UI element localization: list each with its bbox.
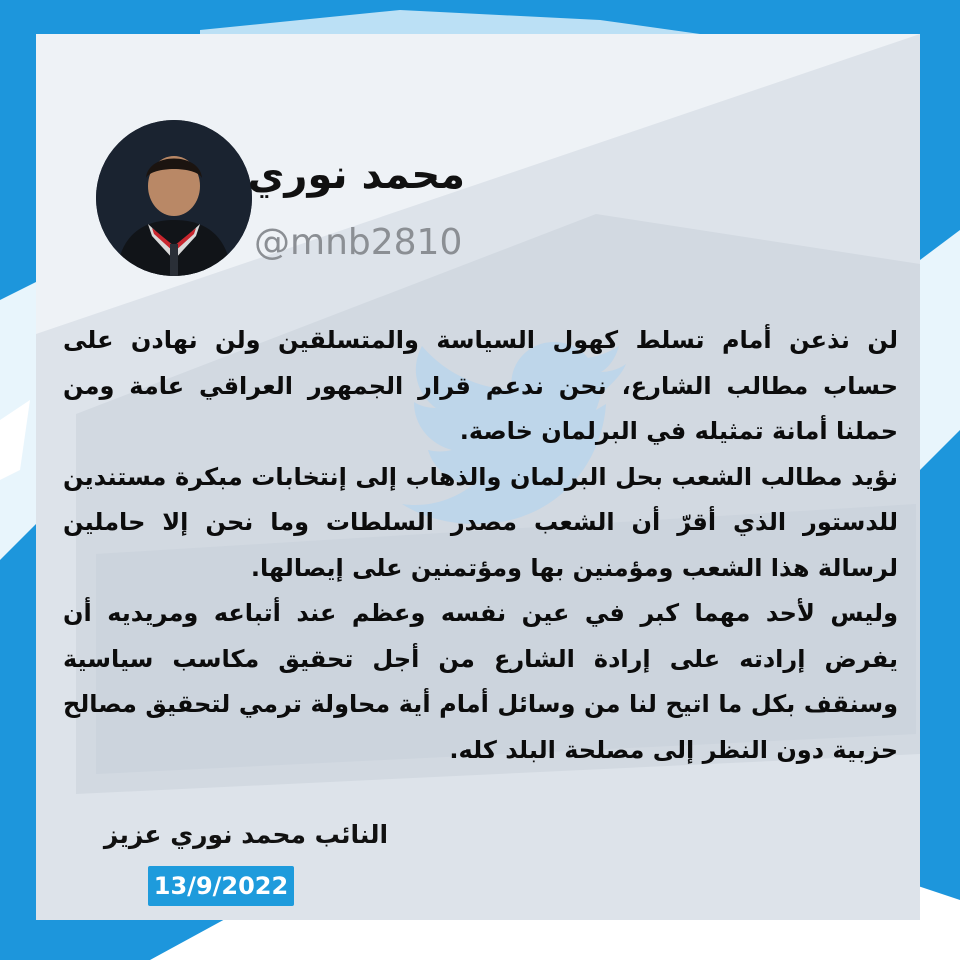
profile-name: محمد نوري	[247, 152, 465, 198]
profile-header	[36, 34, 920, 334]
statement-paragraph: وليس لأحد مهما كبر في عين نفسه وعظم عند أتباعه ومريديه أن يفرض إرادته على إرادة الشارع من أجل تحقيق مكاسب سياسية وسنقف بكل ما اتيح لنا من وسائل أمام أية محاولة ترمي لتحقيق مصالح حزبية دون النظر إلى مصلحة البلد كله.	[63, 599, 898, 764]
statement-paragraph: لن نذعن أمام تسلط كهول السياسة والمتسلقين ولن نهادن على حساب مطالب الشارع، نحن ندعم قرار الجمهور العراقي عامة ومن حملنا أمانة تمثيله في البرلمان خاصة.	[63, 326, 898, 445]
signature: النائب محمد نوري عزيز	[103, 820, 389, 849]
profile-photo	[96, 120, 252, 276]
profile-handle[interactable]: @mnb2810	[254, 222, 463, 263]
avatar[interactable]	[96, 120, 252, 276]
statement-body	[63, 318, 898, 773]
date-badge: 13/9/2022	[148, 866, 294, 906]
statement-paragraph: نؤيد مطالب الشعب بحل البرلمان والذهاب إلى إنتخابات مبكرة مستندين للدستور الذي أقرّ أن الشعب مصدر السلطات وما نحن إلا حاملين لرسالة هذا الشعب ومؤمنين بها ومؤتمنين على إيصالها.	[63, 462, 898, 582]
statement-card	[36, 34, 920, 920]
